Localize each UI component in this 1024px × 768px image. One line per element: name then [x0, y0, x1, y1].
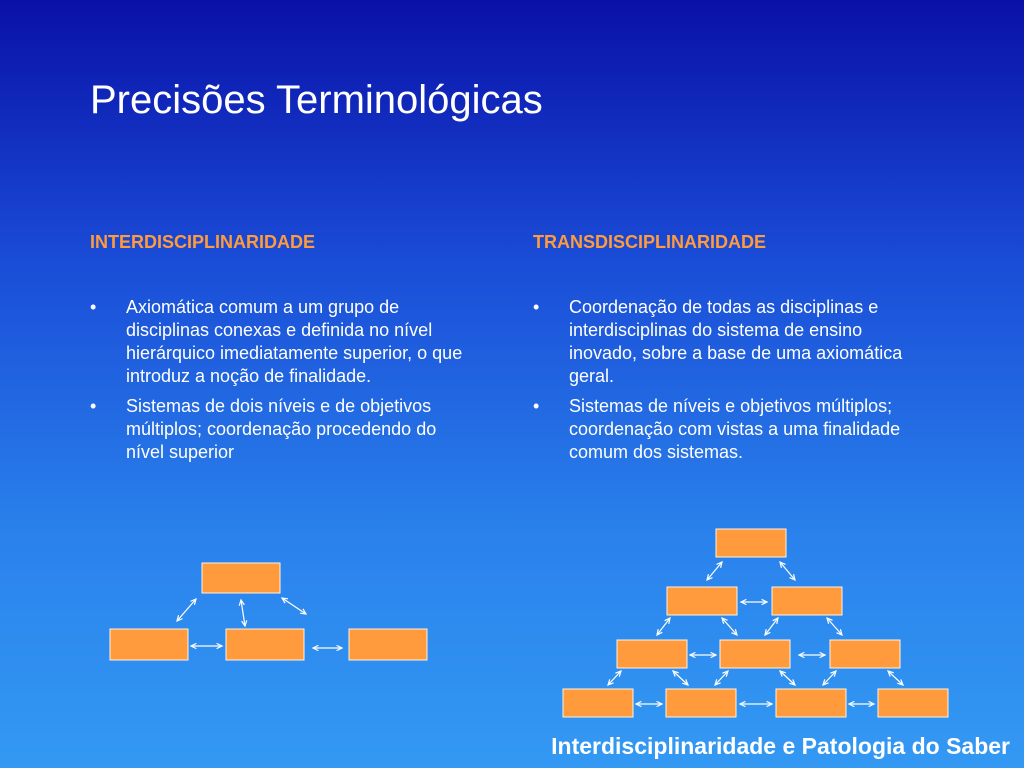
arrowhead	[300, 609, 306, 614]
double-arrow	[888, 671, 903, 685]
arrowhead	[690, 652, 695, 657]
inter-arrows	[177, 598, 342, 651]
arrowhead	[282, 598, 288, 603]
arrowhead	[715, 679, 721, 685]
arrowhead	[888, 671, 894, 677]
arrowhead	[337, 645, 342, 650]
arrowhead	[615, 671, 621, 677]
trans-box-l1	[716, 529, 786, 557]
right-bullet-text: Sistemas de níveis e objetivos múltiplos; coordenação com vistas a uma finalidade comum dos sistemas.	[569, 396, 901, 462]
arrowhead	[722, 618, 728, 624]
arrowhead	[740, 701, 745, 706]
arrowhead	[673, 671, 679, 677]
arrowhead	[741, 599, 746, 604]
double-arrow	[827, 618, 842, 635]
inter-bottom-box-1	[110, 629, 188, 660]
bullet-icon: •	[90, 396, 97, 416]
left-bullet-item	[90, 296, 475, 388]
left-column-heading: INTERDISCIPLINARIDADE	[90, 232, 316, 252]
double-arrow	[722, 618, 737, 635]
trans-box-l4-3	[776, 689, 846, 717]
trans-box-l3-2	[720, 640, 790, 668]
arrowhead	[190, 599, 196, 605]
arrowhead	[827, 618, 833, 624]
trans-box-l2-1	[667, 587, 737, 615]
arrowhead	[790, 574, 795, 580]
right-bullet-item	[533, 296, 918, 388]
arrowhead	[313, 645, 318, 650]
bullet-icon: •	[90, 297, 97, 317]
double-arrow	[715, 671, 728, 685]
double-arrow	[765, 618, 778, 635]
arrowhead	[823, 679, 829, 685]
right-bullet-list	[533, 296, 918, 471]
slide-title: Precisões Terminológicas	[90, 78, 543, 122]
double-arrow	[177, 599, 196, 621]
arrowhead	[767, 701, 772, 706]
bullet-icon: •	[533, 297, 540, 317]
double-arrow	[241, 600, 245, 626]
inter-bottom-box-2	[226, 629, 304, 660]
trans-box-l4-1	[563, 689, 633, 717]
arrowhead	[657, 701, 662, 706]
trans-box-l3-3	[830, 640, 900, 668]
arrowhead	[636, 701, 641, 706]
arrowhead	[765, 629, 770, 635]
trans-box-l4-2	[666, 689, 736, 717]
arrowhead	[836, 629, 842, 635]
arrowhead	[177, 615, 183, 621]
arrowhead	[242, 620, 247, 626]
left-bullet-item	[90, 395, 475, 464]
arrowhead	[780, 562, 785, 568]
double-arrow	[657, 618, 670, 635]
arrowhead	[762, 599, 767, 604]
arrowhead	[897, 679, 903, 685]
arrowhead	[731, 629, 737, 635]
arrowhead	[608, 679, 614, 685]
right-bullet-item	[533, 395, 918, 464]
arrowhead	[849, 701, 854, 706]
left-bullet-list	[90, 296, 475, 471]
arrowhead	[665, 618, 670, 624]
arrowhead	[682, 679, 688, 685]
arrowhead	[239, 600, 244, 606]
double-arrow	[707, 562, 722, 580]
trans-box-l2-2	[772, 587, 842, 615]
double-arrow	[780, 562, 795, 580]
double-arrow	[608, 671, 621, 685]
trans-box-l3-1	[617, 640, 687, 668]
arrowhead	[711, 652, 716, 657]
double-arrow	[673, 671, 688, 685]
inter-top-box	[202, 563, 280, 593]
inter-bottom-box-3	[349, 629, 427, 660]
transdisciplinary-diagram	[563, 529, 948, 717]
arrowhead	[780, 671, 786, 677]
arrowhead	[820, 652, 825, 657]
arrowhead	[717, 562, 722, 568]
arrowhead	[789, 679, 795, 685]
arrowhead	[773, 618, 778, 624]
left-bullet-text: Sistemas de dois níveis e de objetivos múltiplos; coordenação procedendo do nível superior	[126, 396, 437, 462]
arrowhead	[657, 629, 662, 635]
arrowhead	[191, 643, 196, 648]
right-bullet-text: Coordenação de todas as disciplinas e interdisciplinas do sistema de ensino inovado, sobre a base de uma axiomática geral.	[569, 297, 903, 386]
double-arrow	[282, 598, 306, 614]
arrowhead	[707, 574, 712, 580]
arrowhead	[830, 671, 836, 677]
arrowhead	[799, 652, 804, 657]
right-column-heading: TRANSDISCIPLINARIDADE	[533, 232, 767, 252]
trans-arrows	[608, 562, 903, 707]
bullet-icon: •	[533, 396, 540, 416]
arrowhead	[217, 643, 222, 648]
left-bullet-text: Axiomática comum a um grupo de disciplinas conexas e definida no nível hierárquico imediatamente superior, o que introduz a noção de finalidade.	[126, 297, 463, 386]
slide-footer: Interdisciplinaridade e Patologia do Saber	[551, 733, 1010, 759]
double-arrow	[823, 671, 836, 685]
interdisciplinary-diagram	[110, 563, 427, 660]
trans-box-l4-4	[878, 689, 948, 717]
double-arrow	[780, 671, 795, 685]
arrowhead	[869, 701, 874, 706]
arrowhead	[722, 671, 728, 677]
